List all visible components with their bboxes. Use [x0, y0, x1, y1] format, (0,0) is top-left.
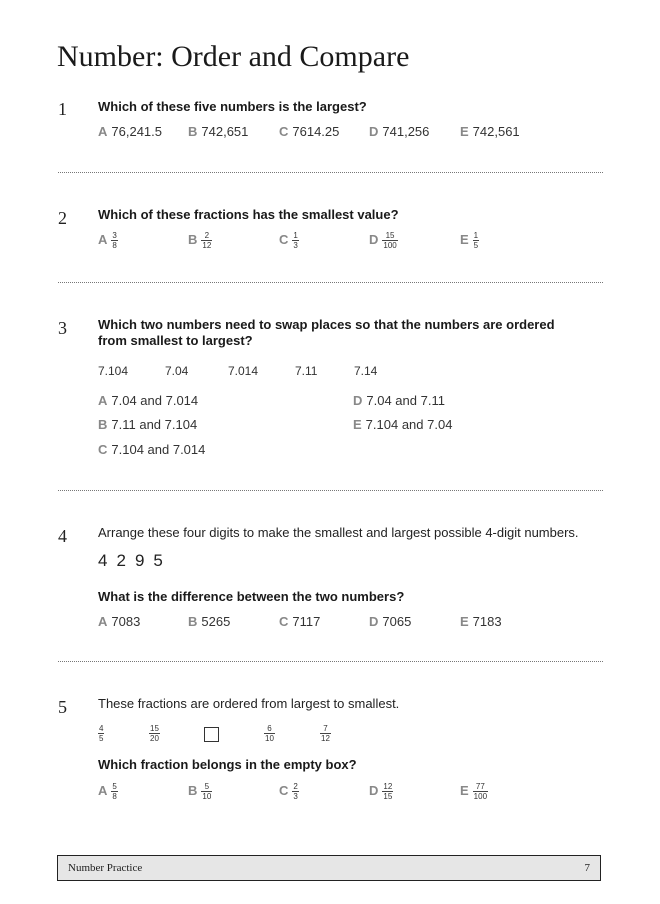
q3-option-c[interactable]: C 7.104 and 7.014 [98, 442, 206, 457]
question-1-text: Which of these five numbers is the largest? [98, 99, 367, 114]
q3-option-b[interactable]: B 7.11 and 7.104 [98, 417, 198, 432]
q5-option-d[interactable]: D $\frac{12}{15}$ [369, 782, 393, 801]
question-5-prompt: These fractions are ordered from largest to smallest. [98, 696, 400, 711]
footer-title: Number Practice [68, 862, 143, 874]
digit: 5 [153, 551, 165, 570]
q1-option-e[interactable]: E 742,561 [460, 124, 520, 139]
page-number: 7 [584, 862, 590, 874]
q3-option-e[interactable]: E 7.104 and 7.04 [353, 417, 453, 432]
fraction: $\frac{2}{12}$ [202, 231, 212, 250]
question-1-number: 1 [58, 99, 67, 119]
sequence-number: 7.014 [228, 364, 259, 378]
page-title: Number: Order and Compare [57, 40, 410, 73]
fraction: $\frac{2}{3}$ [293, 782, 298, 801]
question-2-text: Which of these fractions has the smallest value? [98, 207, 399, 222]
question-4-text: What is the difference between the two numbers? [98, 589, 405, 604]
fraction: $\frac{15}{100}$ [383, 231, 397, 250]
divider [58, 282, 603, 283]
q1-option-d[interactable]: D 741,256 [369, 124, 430, 139]
sequence-number: 7.104 [98, 364, 129, 378]
q2-option-a[interactable]: A $\frac{3}{8}$ [98, 231, 117, 250]
sequence-number: 7.14 [354, 364, 378, 378]
empty-box [204, 726, 219, 742]
sequence-fraction: $\frac{7}{12}$ [321, 724, 330, 743]
sequence-fraction: $\frac{4}{5}$ [99, 724, 104, 743]
q1-option-b[interactable]: B 742,651 [188, 124, 249, 139]
fraction: $\frac{5}{8}$ [112, 782, 117, 801]
fraction: $\frac{1}{5}$ [473, 231, 479, 250]
question-4-prompt: Arrange these four digits to make the smallest and largest possible 4-digit numbers. [98, 525, 579, 540]
q2-option-b[interactable]: B $\frac{2}{12}$ [188, 231, 212, 250]
q1-option-a[interactable]: A 76,241.5 [98, 124, 162, 139]
question-3-text-line-2: from smallest to largest? [98, 333, 253, 348]
q5-option-b[interactable]: B $\frac{5}{10}$ [188, 782, 212, 801]
divider [58, 490, 603, 491]
q3-option-a[interactable]: A 7.04 and 7.014 [98, 393, 199, 408]
q5-option-c[interactable]: C $\frac{2}{3}$ [279, 782, 298, 801]
divider [58, 172, 603, 173]
q4-option-d[interactable]: D 7065 [369, 614, 412, 629]
fraction: $\frac{12}{15}$ [383, 782, 393, 801]
q5-option-e[interactable]: E $\frac{77}{100}$ [460, 782, 488, 801]
q1-option-c[interactable]: C 7614.25 [279, 124, 340, 139]
q3-option-d[interactable]: D 7.04 and 7.11 [353, 393, 445, 408]
sequence-number: 7.11 [295, 364, 318, 378]
sequence-fraction: $\frac{6}{10}$ [265, 724, 274, 743]
question-3-number: 3 [58, 318, 67, 338]
q4-option-b[interactable]: B 5265 [188, 614, 231, 629]
q4-option-c[interactable]: C 7117 [279, 614, 321, 629]
q4-option-e[interactable]: E 7183 [460, 614, 502, 629]
fraction: $\frac{77}{100}$ [473, 782, 488, 801]
divider [58, 661, 603, 662]
question-5-text: Which fraction belongs in the empty box? [98, 757, 357, 772]
fraction: $\frac{3}{8}$ [112, 231, 117, 250]
sequence-fraction: $\frac{15}{20}$ [150, 724, 159, 743]
page-footer [57, 855, 601, 881]
digit: 9 [134, 551, 147, 570]
digit: 2 [116, 551, 128, 570]
question-4-digits [98, 551, 172, 571]
question-2-number: 2 [58, 208, 67, 228]
q2-option-e[interactable]: E $\frac{1}{5}$ [460, 231, 479, 250]
question-5-number: 5 [58, 697, 67, 717]
q5-option-a[interactable]: A $\frac{5}{8}$ [98, 782, 117, 801]
q2-option-d[interactable]: D $\frac{15}{100}$ [369, 231, 397, 250]
sequence-number: 7.04 [165, 364, 189, 378]
question-4-number: 4 [58, 526, 67, 546]
fraction: $\frac{1}{3}$ [293, 231, 298, 250]
fraction: $\frac{5}{10}$ [202, 782, 212, 801]
digit: 4 [98, 551, 110, 570]
q2-option-c[interactable]: C $\frac{1}{3}$ [279, 231, 298, 250]
q4-option-a[interactable]: A 7083 [98, 614, 141, 629]
question-3-text-line-1: Which two numbers need to swap places so that the numbers are ordered [98, 317, 555, 332]
